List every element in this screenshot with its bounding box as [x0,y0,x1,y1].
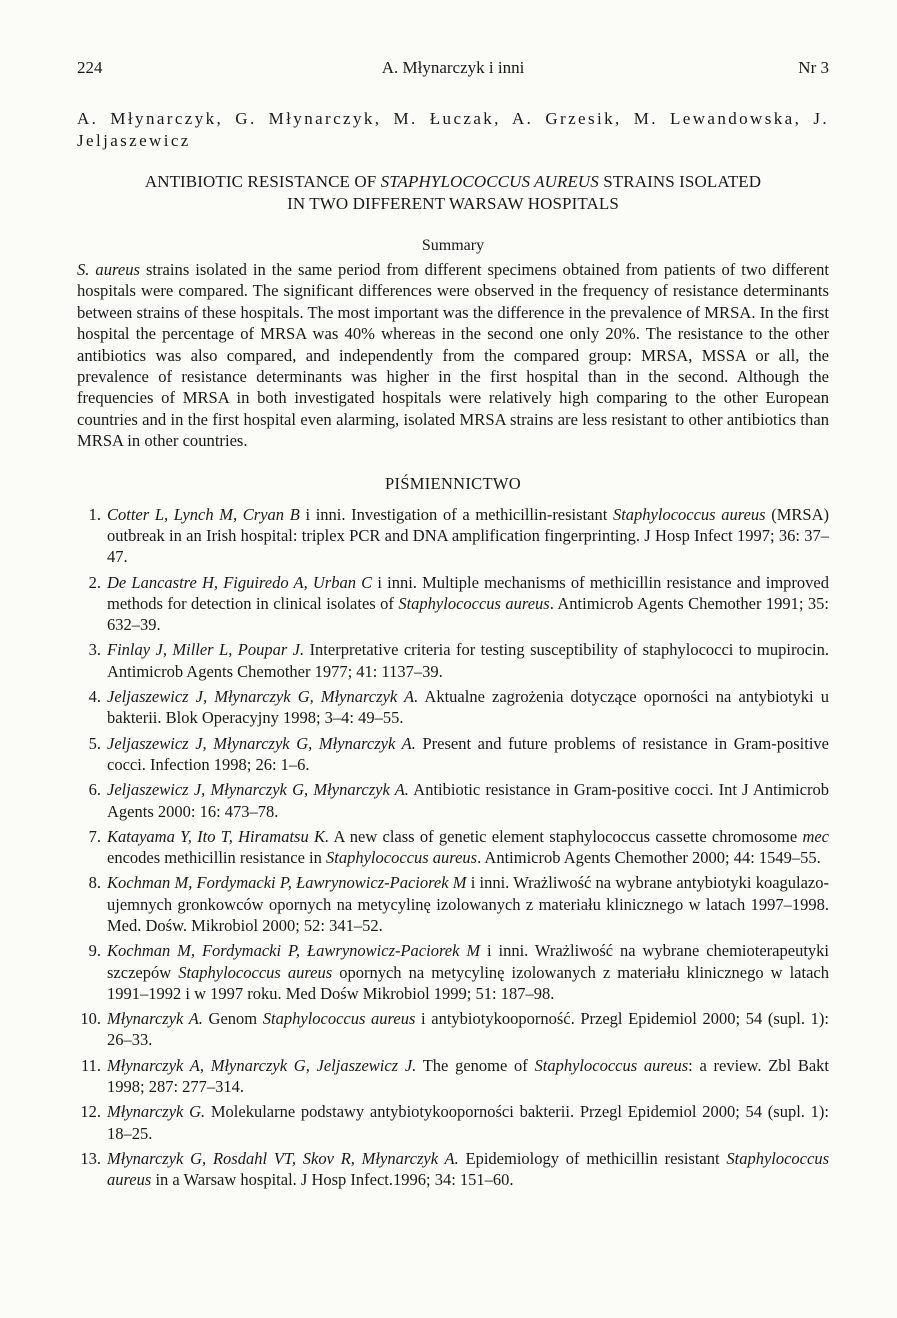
reference-number: 13. [80,1148,101,1168]
page-number: 224 [77,58,103,77]
reference-italic-text: De Lancastre H, Figuiredo A, Urban C [107,572,373,592]
reference-item [77,1055,829,1098]
reference-item [77,686,829,729]
reference-number: 12. [80,1102,101,1122]
reference-text: i antybiotykooporność. Przegl Epidemiol 2000; 54 (supl. 1): 26–33. [107,1009,829,1050]
references-heading: PIŚMIENNICTWO [385,473,521,493]
reference-italic-text: Staphylococcus aureus [612,504,766,524]
running-header [77,58,829,84]
reference-text: . Antimicrob Agents Chemother 2000; 44: 1549–55. [477,848,821,868]
reference-number: 11. [80,1055,101,1075]
reference-number: 9. [88,941,101,961]
reference-italic-text: Staphylococcus aureus [534,1055,689,1075]
summary-lead: S. aureus [77,260,140,279]
summary-heading: Summary [421,237,485,254]
reference-text: Interpretative criteria for testing susceptibility of staphylococci to mupirocin. Antimicrob Agents Chemother 1977; 41: 1137–39. [107,640,829,681]
reference-item [77,779,829,822]
reference-italic-text: Kochman M, Fordymacki P, Ławrynowicz-Paciorek M [107,941,481,961]
reference-italic-text: Młynarczyk G. [107,1102,206,1122]
reference-item [77,1148,829,1191]
reference-item [77,639,829,682]
reference-italic-text: Młynarczyk A, Młynarczyk G, Jeljaszewicz J. [107,1055,417,1075]
reference-italic-text: Staphylococcus aureus [326,848,478,868]
reference-text: Genom [202,1009,263,1029]
reference-text: Aktualne zagrożenia dotyczące oporności na antybiotyki u bakterii. Blok Operacyjny 1998; 3–4: 49–55. [107,687,830,728]
reference-number: 2. [88,572,101,592]
reference-text: Epidemiology of methicillin resistant [458,1148,727,1168]
reference-italic-text: Staphylococcus aureus [398,593,550,613]
reference-italic-text: Katayama Y, Ito T, Hiramatsu K. [107,826,330,846]
reference-text: i inni. Investigation of a methicillin-resistant [299,504,613,524]
title-line-2: IN TWO DIFFERENT WARSAW HOSPITALS [287,194,619,213]
reference-italic-text: Staphylococcus aureus [178,962,333,982]
reference-item [77,504,829,568]
reference-item [77,733,829,776]
reference-list [77,504,829,1191]
reference-item [77,1101,829,1144]
issue-number: Nr 3 [798,58,829,77]
reference-number: 4. [88,687,101,707]
reference-number: 6. [88,780,101,800]
reference-text: Antibiotic resistance in Gram-positive cocci. Int J Antimicrob Agents 2000: 16: 473–78. [107,780,829,821]
summary-body: strains isolated in the same period from different specimens obtained from patients of two different hospitals were compared. The significant differences were observed in the frequency of resistance determinants between strains of these hospitals. The most important was the difference in the prevalence of MRSA. In the first hospital the percentage of MRSA was 40% whereas in the second one only 20%. The resistance to the other antibiotics was also compared, and independently from the compared group: MRSA, MSSA or all, the prevalence of resistance determinants was higher in the first hospital than in the second. Although the frequencies of MRSA in both investigated hospitals were relatively high comparing to the other European countries and in the first hospital even alarming, isolated MRSA strains are less resistant to other antibiotics than MRSA in other countries. [77,260,829,451]
reference-item [77,872,829,936]
reference-item [77,1008,829,1051]
reference-italic-text: Staphylococcus aureus [262,1009,416,1029]
reference-number: 5. [88,733,101,753]
reference-text: Molekularne podstawy antybiotykooporności bakterii. Przegl Epidemiol 2000; 54 (supl. 1): 18–25. [107,1102,829,1143]
reference-italic-text: mec [802,826,830,846]
title-italic: STAPHYLOCOCCUS AUREUS [380,172,599,191]
reference-italic-text: Finlay J, Miller L, Poupar J. [107,640,305,660]
reference-number: 7. [88,826,101,846]
reference-number: 3. [88,640,101,660]
reference-text: opornych na metycylinę izolowanych z materiału klinicznego w latach 1991–1992 i w 1997 roku. Med Dośw Mikrobiol 1999; 51: 187–98. [107,962,829,1003]
reference-item [77,940,829,1004]
reference-italic-text: Młynarczyk G, Rosdahl VT, Skov R, Młynarczyk A. [107,1148,459,1168]
reference-item [77,826,829,869]
reference-text: in a Warsaw hospital. J Hosp Infect.1996; 34: 151–60. [151,1170,514,1190]
author-list: A. Młynarczyk, G. Młynarczyk, M. Łuczak, A. Grzesik, M. Lewandowska, J. Jeljaszewicz [77,109,829,150]
reference-italic-text: Jeljaszewicz J, Młynarczyk G, Młynarczyk A. [107,780,409,800]
reference-italic-text: Kochman M, Fordymacki P, Ławrynowicz-Paciorek M [107,873,467,893]
reference-text: i inni. Multiple mechanisms of methicillin resistance and improved methods for detection in clinical isolates of [107,572,829,613]
article-title [77,171,829,215]
reference-text: : a review. Zbl Bakt 1998; 287: 277–314. [107,1055,829,1097]
reference-italic-text: Jeljaszewicz J, Młynarczyk G, Młynarczyk A. [107,733,416,753]
reference-text: (MRSA) outbreak in an Irish hospital: triplex PCR and DNA amplification fingerprinting. J Hosp Infect 1997; 36: 37–47. [107,504,829,567]
reference-text: The genome of [416,1055,535,1075]
title-part-1: ANTIBIOTIC RESISTANCE OF [144,172,381,191]
reference-text: i inni. Wrażliwość na wybrane antybiotyki koagulazo-ujemnych gronkowców opornych na metycylinę izolowanych z materiału klinicznego w latach 1997–1998. Med. Dośw. Mikrobiol 2000; 52: 341–52. [107,873,829,935]
reference-number: 10. [80,1009,101,1029]
reference-number: 1. [88,504,101,524]
reference-italic-text: Cotter L, Lynch M, Cryan B [107,504,300,524]
reference-item [77,572,829,636]
reference-italic-text: Jeljaszewicz J, Młynarczyk G, Młynarczyk A. [107,687,419,707]
reference-text: encodes methicillin resistance in [107,848,327,868]
summary-text [77,259,829,452]
page [77,58,829,1195]
reference-text: A new class of genetic element staphylococcus cassette chromosome [329,826,803,846]
running-title: A. Młynarczyk i inni [381,58,525,77]
reference-number: 8. [88,873,101,893]
reference-text: . Antimicrob Agents Chemother 1991; 35: 632–39. [107,593,829,635]
reference-italic-text: Staphylococcus aureus [107,1148,829,1190]
reference-text: i inni. Wrażliwość na wybrane chemioterapeutyki szczepów [107,941,829,982]
title-part-2: STRAINS ISOLATED [598,172,762,191]
reference-text: Present and future problems of resistance in Gram-positive cocci. Infection 1998; 26: 1–6. [107,733,830,774]
reference-italic-text: Młynarczyk A. [107,1009,203,1029]
